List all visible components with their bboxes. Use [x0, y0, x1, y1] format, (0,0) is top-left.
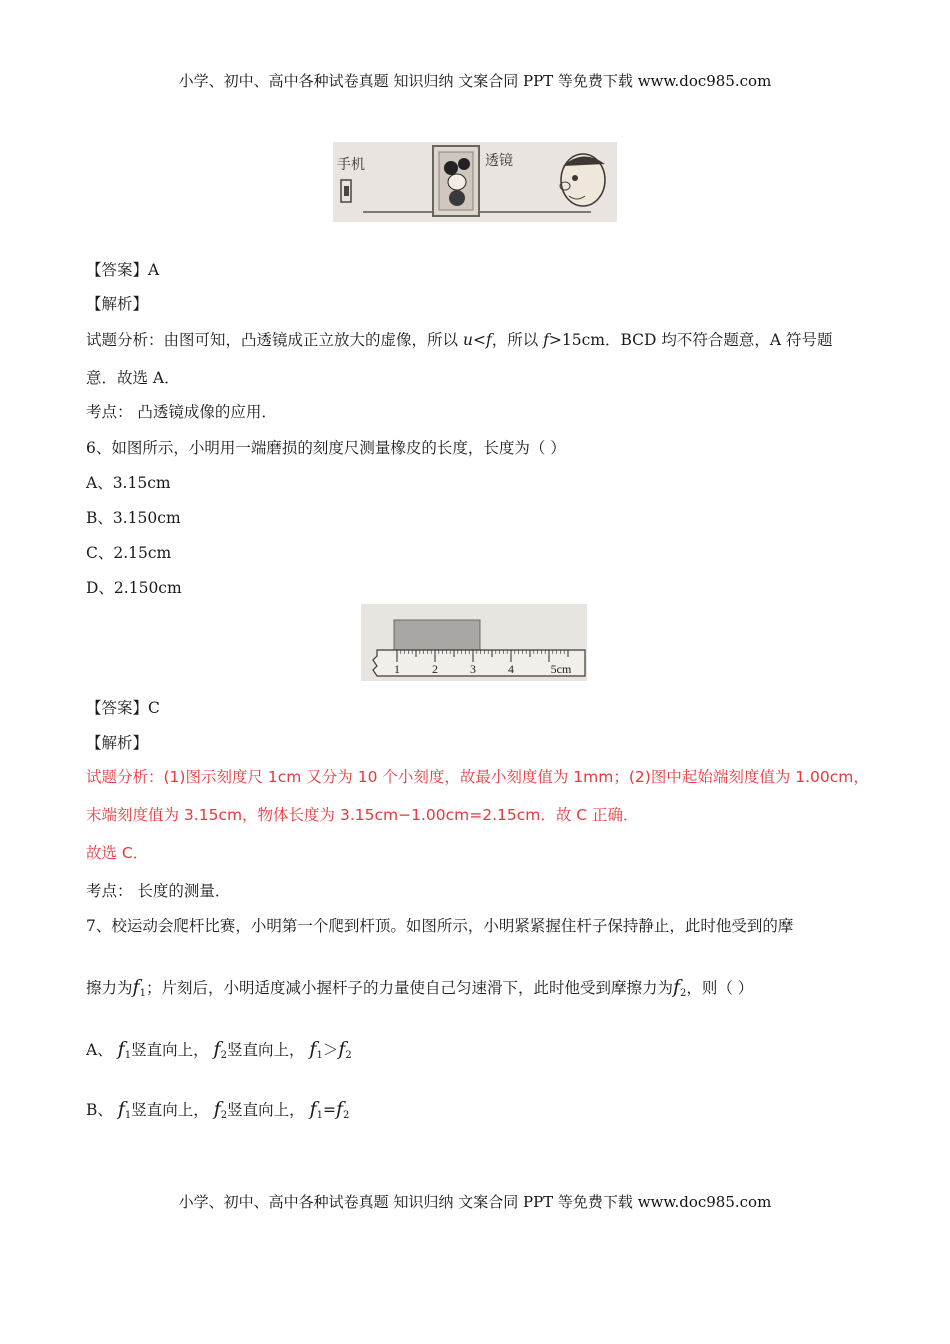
ruler-drawing	[361, 604, 587, 681]
q5-analysis-title: 【解析】	[86, 295, 149, 313]
q7-line1: 7、校运动会爬杆比赛，小明第一个爬到杆顶。如图所示，小明紧紧握住杆子保持静止，此时他受到的摩	[86, 917, 794, 935]
q6-analysis-title: 【解析】	[86, 734, 149, 752]
q6-red-line2: 末端刻度值为 3.15cm，物体长度为 3.15cm−1.00cm=2.15cm．故 C 正确．	[86, 806, 639, 824]
ruler-figure	[361, 604, 587, 681]
q6-question: 6、如图所示，小明用一端磨损的刻度尺测量橡皮的长度，长度为（ ）	[86, 439, 566, 457]
ruler-label-3: 3	[470, 662, 476, 676]
q6-option-d: D、2.150cm	[86, 579, 182, 597]
q7-option-b: B、 $f_1$竖直向上， $f_2$竖直向上， $f_1=f_2$	[86, 1098, 350, 1121]
q7-line2: 擦力为$f_1$；片刻后，小明适度减小握杆子的力量使自己匀速滑下，此时他受到摩擦力为$f_2$，则（ ）	[86, 976, 754, 999]
ruler-label-1: 1	[394, 662, 400, 676]
lens-figure-drawing	[333, 142, 617, 222]
ruler-label-4: 4	[508, 662, 514, 676]
lens-figure	[333, 142, 617, 222]
phone-label: 手机	[337, 157, 365, 173]
page-footer: 小学、初中、高中各种试卷真题 知识归纳 文案合同 PPT 等免费下载 www.doc985.com	[178, 1193, 772, 1211]
q7-option-a: A、 $f_1$竖直向上， $f_2$竖直向上， $f_1>f_2$	[86, 1038, 352, 1061]
ruler-label-5cm: 5cm	[550, 662, 572, 676]
lens-label: 透镜	[485, 153, 513, 169]
q5-analysis-line2: 意．故选 A．	[86, 369, 180, 387]
ruler-label-2: 2	[432, 662, 438, 676]
page-header: 小学、初中、高中各种试卷真题 知识归纳 文案合同 PPT 等免费下载 www.doc985.com	[178, 72, 772, 90]
q6-point: 考点： 长度的测量．	[86, 882, 231, 900]
q5-analysis-line1: 试题分析：由图可知，凸透镜成正立放大的虚像，所以 u<f，所以 f>15cm．BCD 均不符合题意，A 符号题	[86, 331, 833, 349]
q6-answer: 【答案】C	[86, 699, 160, 717]
q6-red-line1: 试题分析：(1)图示刻度尺 1cm 又分为 10 个小刻度，故最小刻度值为 1mm；(2)图中起始端刻度值为 1.00cm，	[86, 768, 869, 786]
q6-option-a: A、3.15cm	[86, 474, 171, 492]
q6-red-line3: 故选 C．	[86, 844, 149, 862]
q6-option-b: B、3.150cm	[86, 509, 181, 527]
q5-answer: 【答案】A	[86, 261, 160, 279]
q6-option-c: C、2.15cm	[86, 544, 172, 562]
q5-point: 考点： 凸透镜成像的应用．	[86, 403, 277, 421]
